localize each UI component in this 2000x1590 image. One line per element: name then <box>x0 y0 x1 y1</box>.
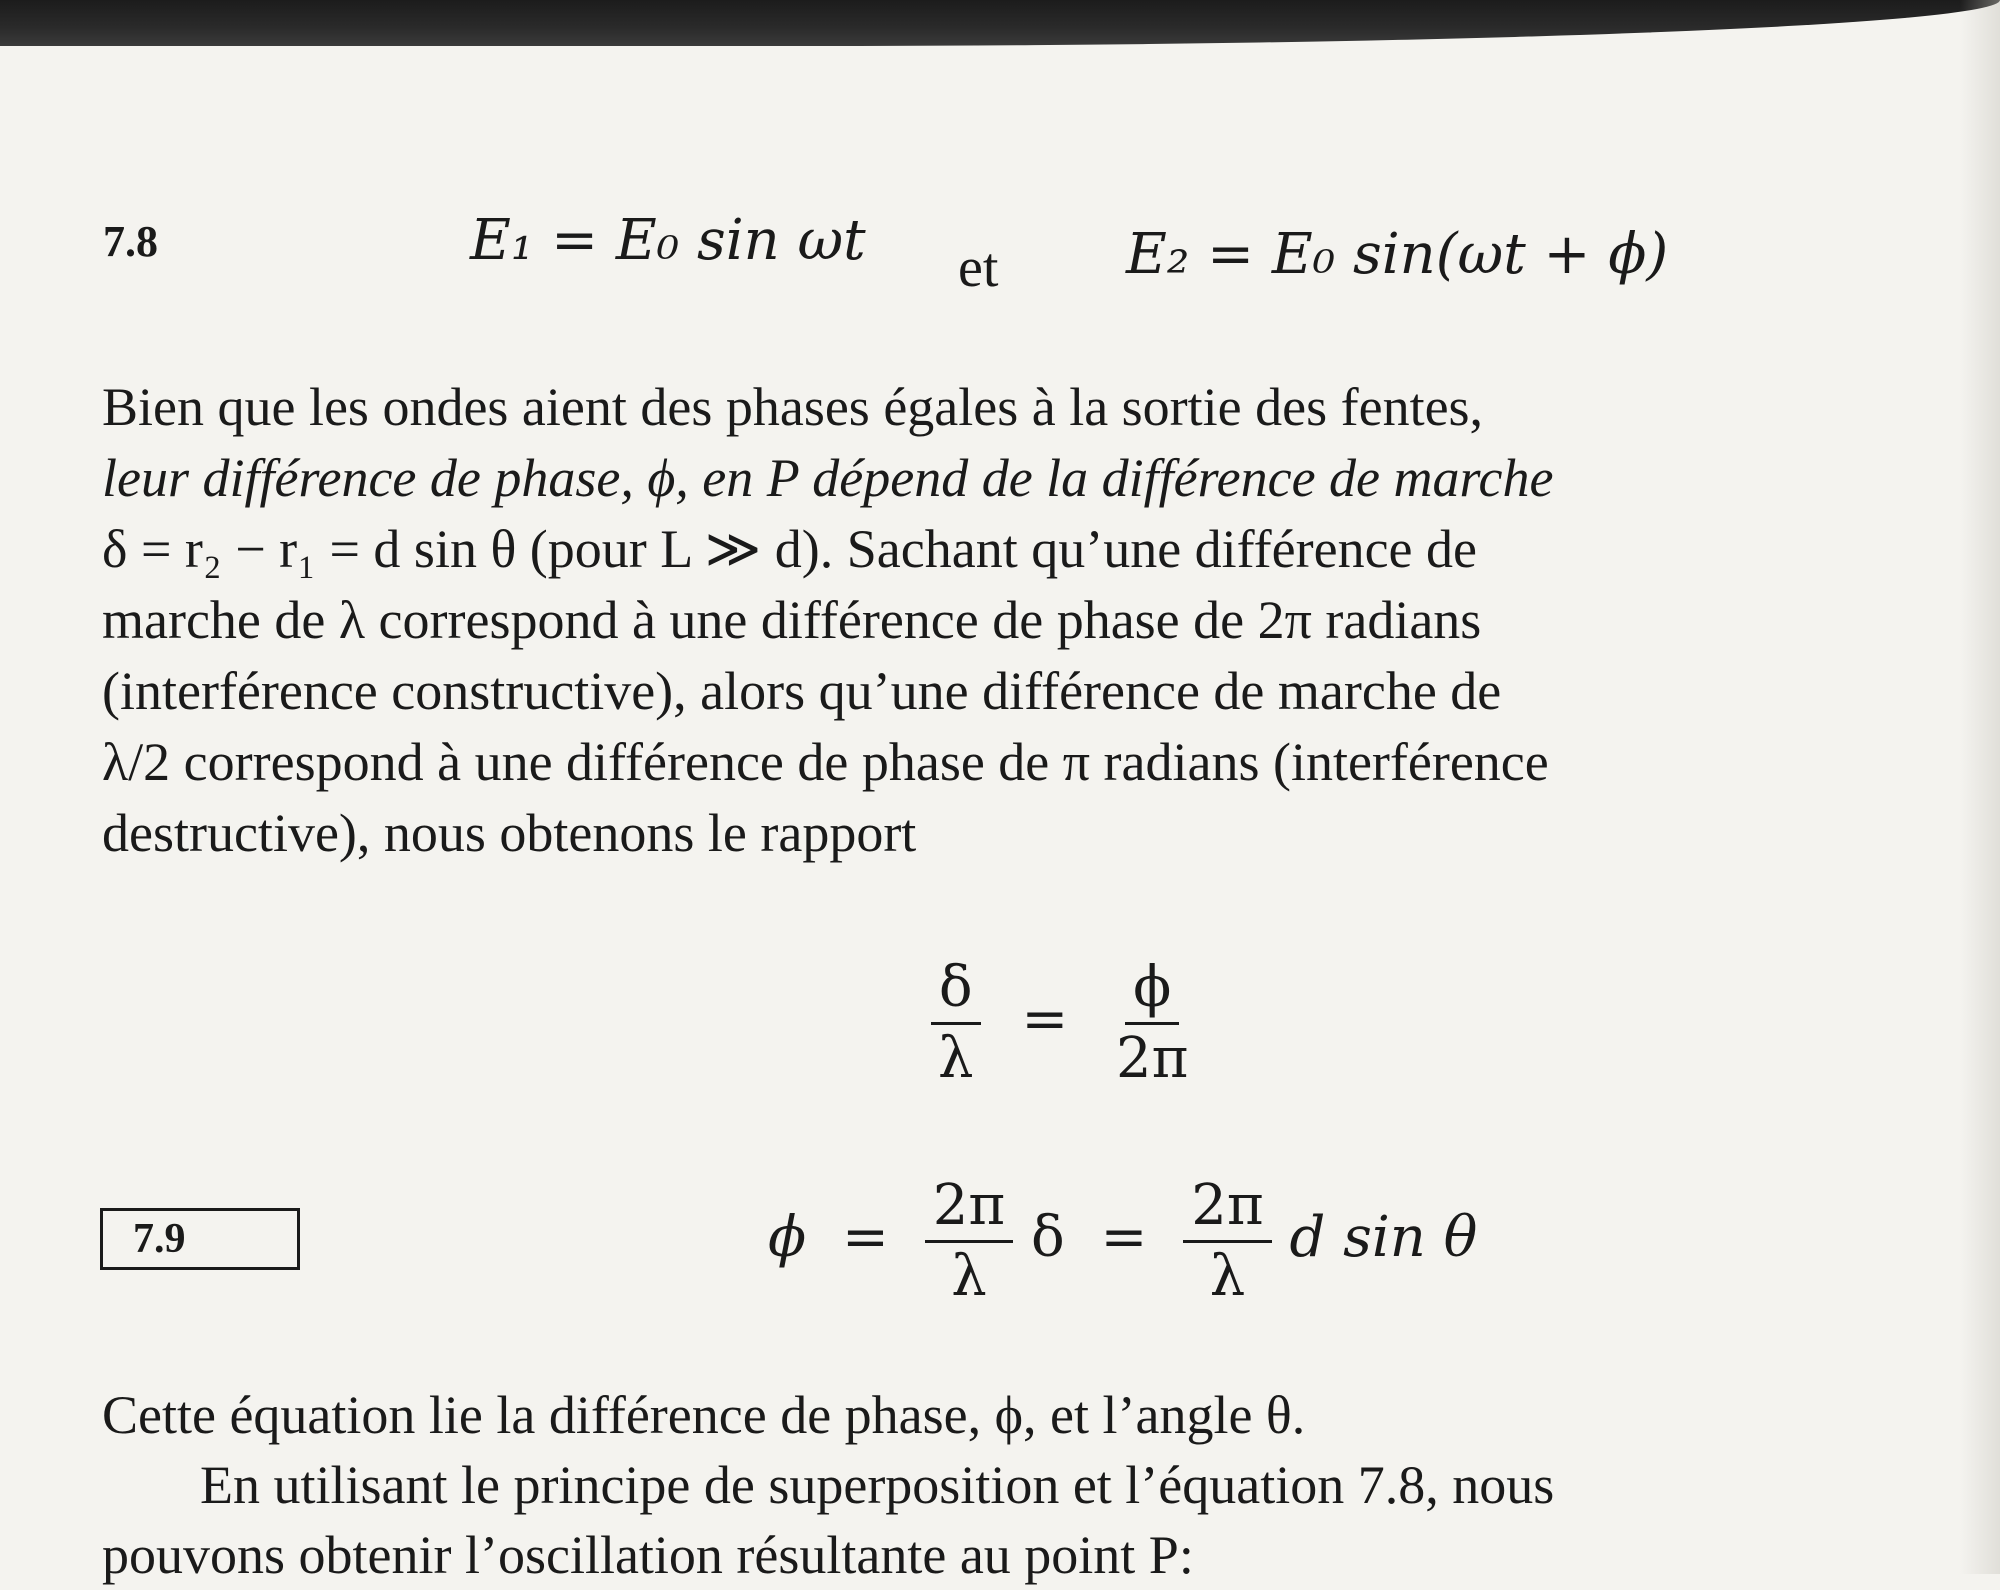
ratio-denominator-right: 2π <box>1116 1026 1189 1091</box>
paragraph-line: marche de λ correspond à une différence de phase de 2π radians <box>102 590 1482 650</box>
paragraph-line: λ/2 correspond à une différence de phase de π radians (interférence <box>102 732 1549 792</box>
fraction-2-numerator: 2π <box>1183 1178 1271 1243</box>
equation-7-8-connector: et <box>958 237 999 299</box>
ratio-equation <box>930 955 1196 1091</box>
paragraph-line: leur différence de phase, ϕ, en P dépend de la différence de marche <box>102 448 1554 508</box>
paragraph-line: δ = r₂ − r₁ = d sin θ (pour L ≫ d). Sachant qu’une différence de <box>102 519 1477 579</box>
equation-7-9-lhs: ϕ <box>768 1205 807 1270</box>
equation-7-9 <box>768 1173 1478 1309</box>
equation-number-7-8: 7.8 <box>103 217 158 266</box>
fraction-2-denominator: λ <box>1209 1244 1246 1309</box>
paragraph-line: Bien que les ondes aient des phases égales à la sortie des fentes, <box>102 377 1484 437</box>
ratio-fraction-right <box>1108 955 1196 1091</box>
ratio-numerator-left: δ <box>931 960 981 1025</box>
equation-7-9-equals-2: = <box>1100 1205 1148 1270</box>
equation-7-9-tail: d sin θ <box>1289 1205 1478 1270</box>
ratio-fraction-left <box>930 955 982 1091</box>
fraction-1-numerator: 2π <box>925 1178 1013 1243</box>
equation-7-9-fraction-2 <box>1183 1173 1271 1309</box>
equation-7-9-equals: = <box>841 1205 889 1270</box>
equation-number-7-9: 7.9 <box>133 1216 186 1262</box>
ratio-equals-sign: = <box>1021 987 1069 1052</box>
paragraph-superposition <box>102 1380 1982 1590</box>
paragraph-line: (interférence constructive), alors qu’une différence de marche de <box>102 661 1502 721</box>
equation-7-8-left: E₁ = E₀ sin ωt <box>470 208 866 273</box>
equation-number-7-9-box <box>100 1208 300 1270</box>
paragraph-line: pouvons obtenir l’oscillation résultante au point P: <box>102 1525 1194 1585</box>
paragraph-line: destructive), nous obtenons le rapport <box>102 803 917 863</box>
paragraph-line: En utilisant le principe de superposition et l’équation 7.8, nous <box>200 1455 1555 1515</box>
equation-7-9-fraction-1 <box>925 1173 1013 1309</box>
ratio-numerator-right: ϕ <box>1125 960 1179 1025</box>
paragraph-interference-explanation <box>102 372 1982 869</box>
equation-7-9-delta: δ <box>1030 1205 1065 1270</box>
fraction-1-denominator: λ <box>951 1244 987 1309</box>
paragraph-line: Cette équation lie la différence de phase, ϕ, et l’angle θ. <box>102 1385 1306 1445</box>
equation-7-8-right: E₂ = E₀ sin(ωt + ϕ) <box>1126 222 1669 287</box>
ratio-denominator-left: λ <box>938 1026 974 1091</box>
